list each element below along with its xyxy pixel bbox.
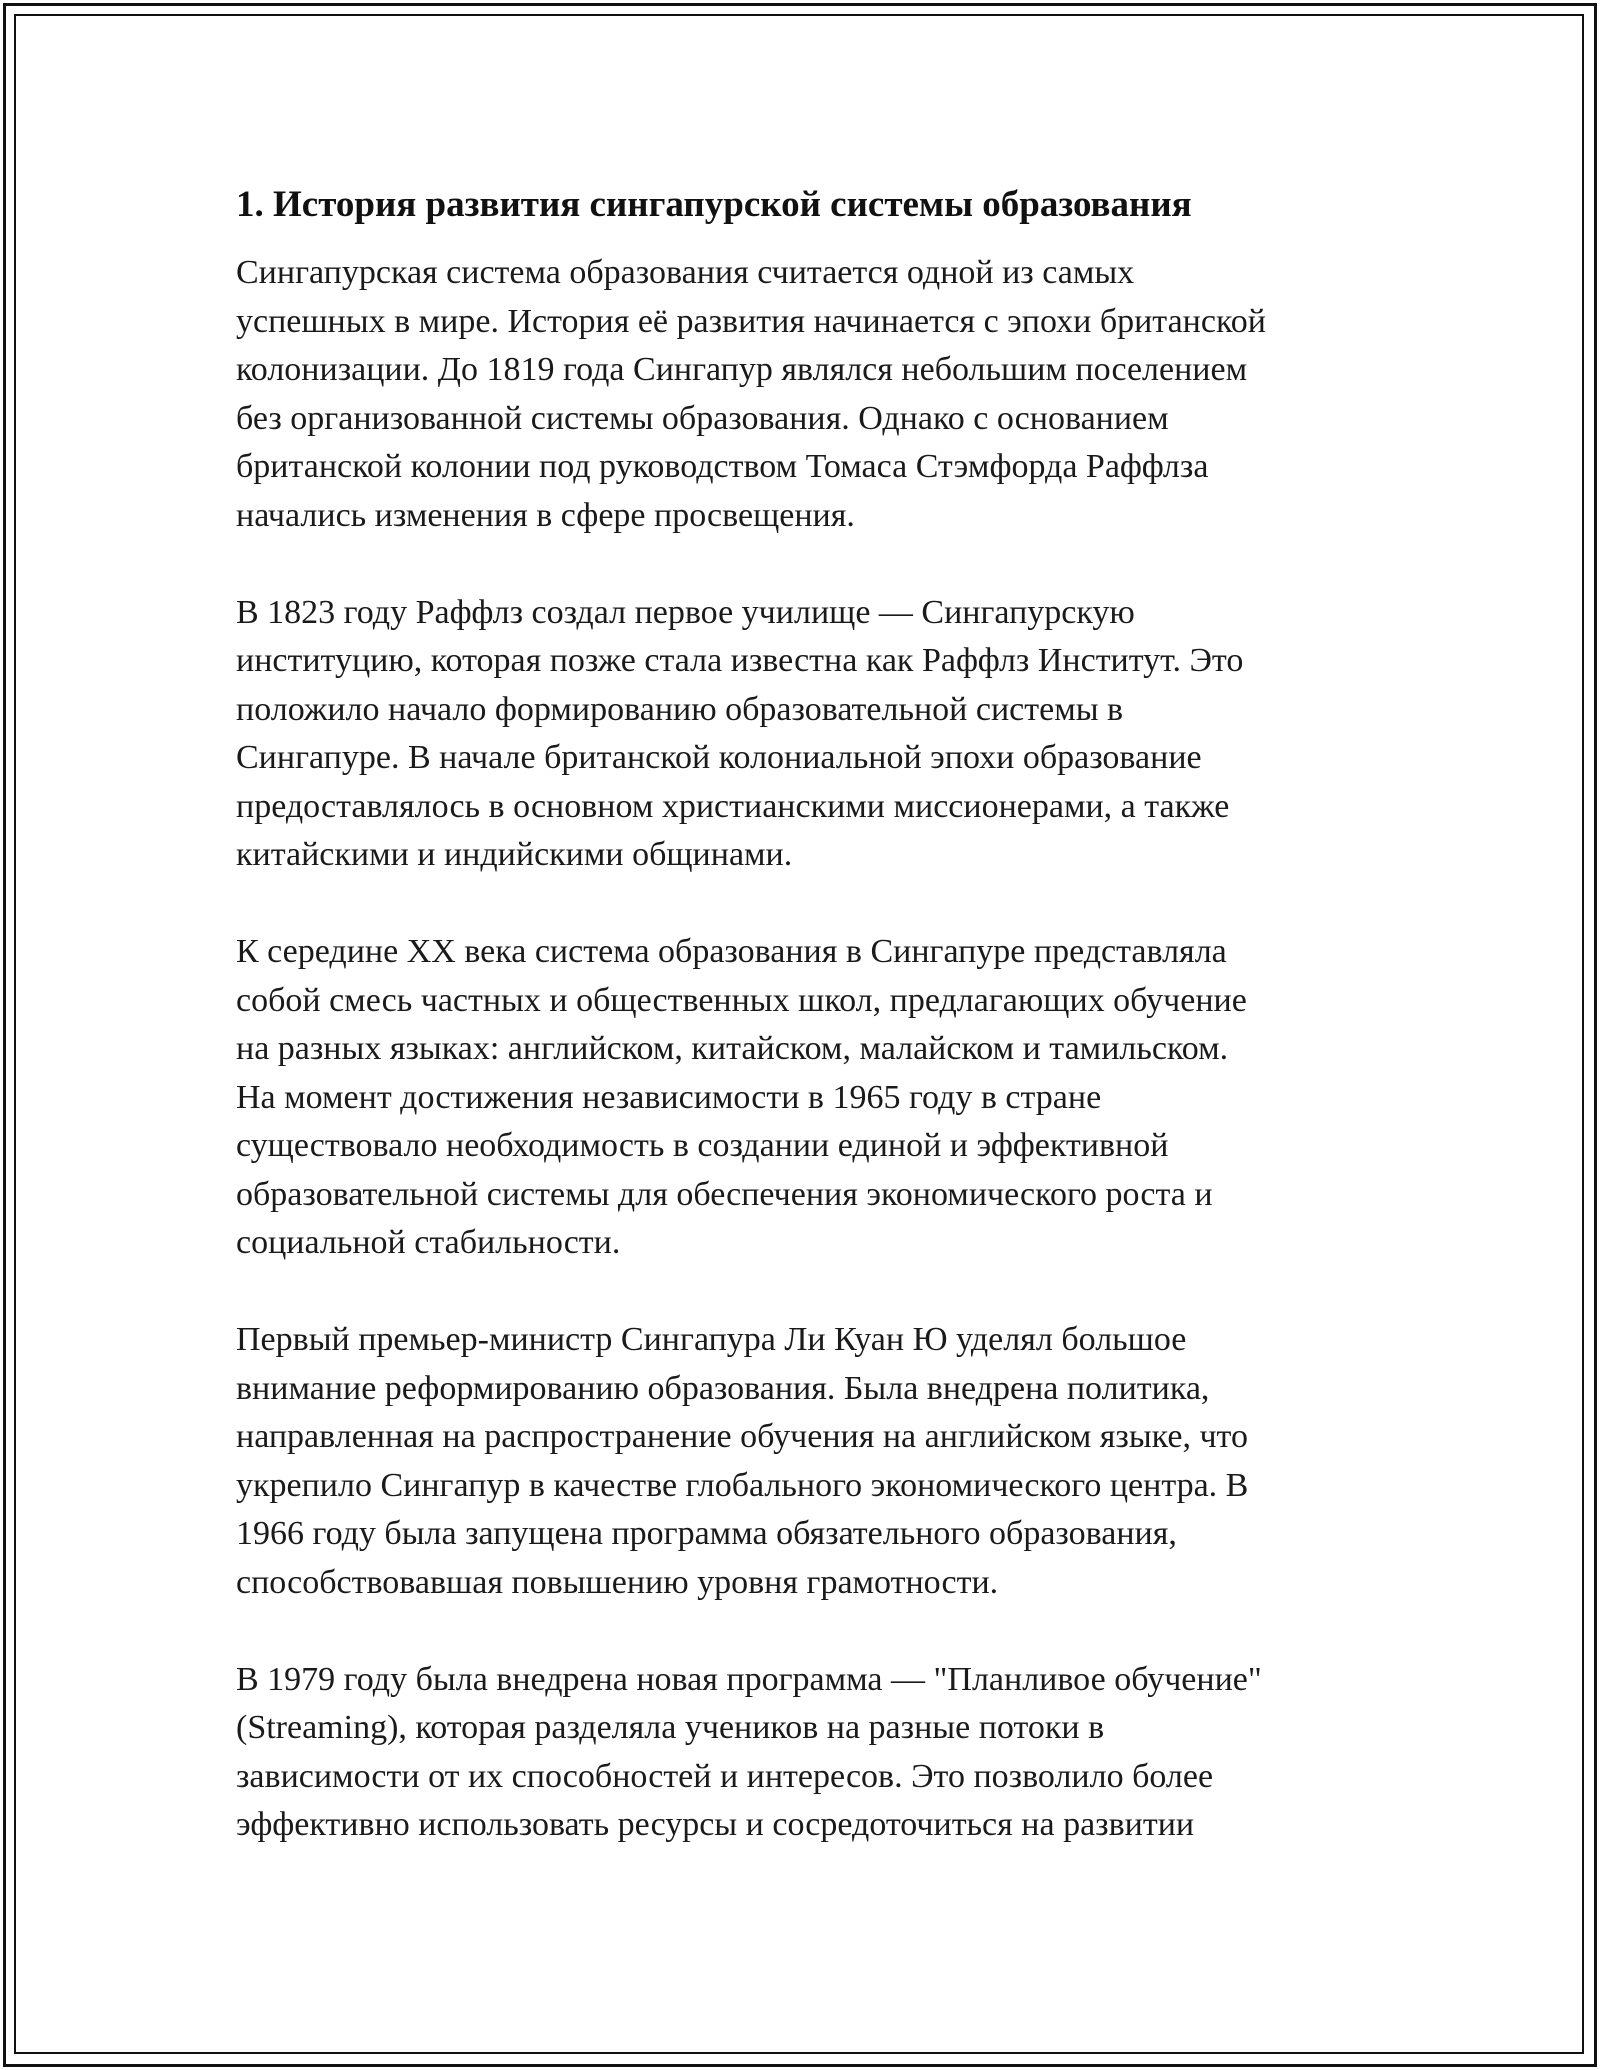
document-body xyxy=(236,176,1376,1850)
paragraph-4: Первый премьер-министр Сингапура Ли Куан Ю уделял большое внимание реформированию образования. Была внедрена политика, направленная на распространение обучения на английском языке, что укрепило Сингапур в качестве глобального экономического центра. В 1966 году была запущена программа обязательного образования, способствовавшая повышению уровня грамотности. xyxy=(236,1321,1249,1601)
paragraph-3: К середине XX века система образования в Сингапуре представляла собой смесь частных и общественных школ, предлагающих обучение на разных языках: английском, китайском, малайском и тамильском. На момент достижения независимости в 1965 году в стране существовало необходимость в создании единой и эффективной образовательной системы для обеспечения экономического роста и социальной стабильности. xyxy=(236,933,1247,1261)
section-heading: 1. История развития сингапурской системы образования xyxy=(236,184,1192,225)
paragraph-2: В 1823 году Раффлз создал первое училище — Сингапурскую институцию, которая позже стала известна как Раффлз Институт. Это положило начало формированию образовательной системы в Сингапуре. В начале британской колониальной эпохи образование предоставлялось в основном христианскими миссионерами, а также китайскими и индийскими общинами. xyxy=(236,593,1244,873)
paragraph-5: В 1979 году была внедрена новая программа — "Планливое обучение" (Streaming), которая разделяла учеников на разные потоки в зависимости от их способностей и интересов. Это позволило более эффективно использовать ресурсы и сосредоточиться на развитии xyxy=(236,1660,1262,1843)
paragraph-1: Сингапурская система образования считается одной из самых успешных в мире. История её развития начинается с эпохи британской колонизации. До 1819 года Сингапур являлся небольшим поселением без организованной системы образования. Однако с основанием британской колонии под руководством Томаса Стэмфорда Раффлза начались изменения в сфере просвещения. xyxy=(236,254,1266,534)
